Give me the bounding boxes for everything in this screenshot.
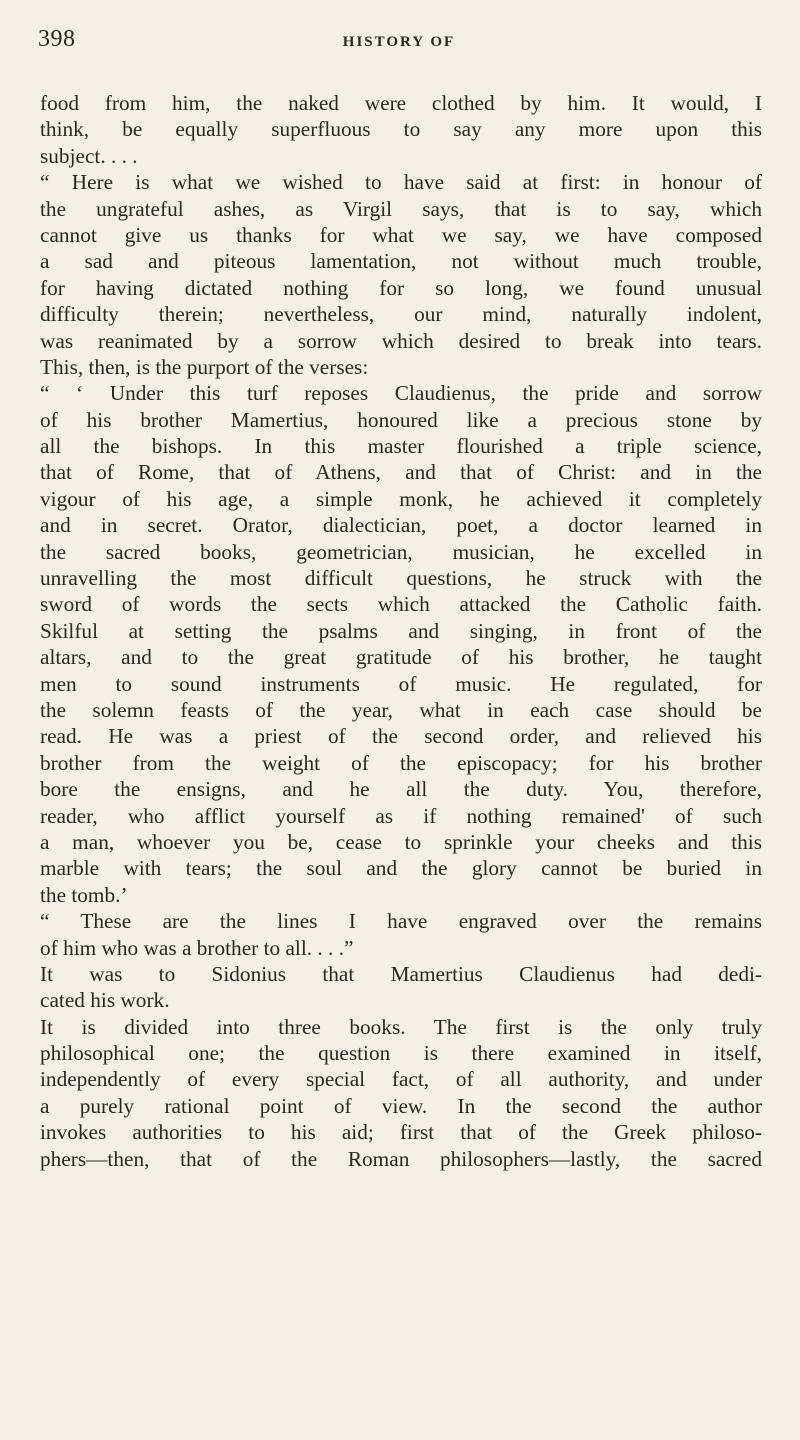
text-line: cannot give us thanks for what we say, we have composed — [40, 222, 762, 247]
text-line: a sad and piteous lamentation, not without much trouble, — [40, 249, 762, 274]
text-line: This, then, is the purport of the verses: — [40, 354, 369, 379]
text-line: that of Rome, that of Athens, and that of Christ: and in the — [40, 460, 762, 485]
text-line: read. He was a priest of the second order, and relieved his — [40, 724, 762, 749]
text-line: “ ‘ Under this turf reposes Claudienus, the pride and sorrow — [40, 381, 762, 406]
text-line: It is divided into three books. The first is the only truly — [40, 1014, 762, 1039]
page-number: 398 — [38, 26, 76, 52]
text-line: Skilful at setting the psalms and singing, in front of the — [40, 618, 762, 643]
text-line: cated his work. — [40, 988, 170, 1013]
text-line: invokes authorities to his aid; first that of the Greek philoso- — [40, 1120, 762, 1145]
text-line: subject. . . . — [40, 143, 138, 168]
text-line: “ Here is what we wished to have said at first: in honour of — [40, 170, 762, 195]
text-line: brother from the weight of the episcopacy; for his brother — [40, 750, 762, 775]
text-line: all the bishops. In this master flourished a triple science, — [40, 434, 762, 459]
text-line: the sacred books, geometrician, musician, he excelled in — [40, 539, 762, 564]
text-line: difficulty therein; nevertheless, our mind, naturally indolent, — [40, 302, 762, 327]
text-line: bore the ensigns, and he all the duty. You, therefore, — [40, 777, 762, 802]
page-header — [38, 26, 760, 66]
text-line: altars, and to the great gratitude of his brother, he taught — [40, 645, 762, 670]
text-line: a purely rational point of view. In the second the author — [40, 1093, 762, 1118]
text-line: It was to Sidonius that Mamertius Claudienus had dedi- — [40, 961, 762, 986]
text-line: independently of every special fact, of all authority, and under — [40, 1067, 762, 1092]
text-line: marble with tears; the soul and the glory cannot be buried in — [40, 856, 762, 881]
text-line: sword of words the sects which attacked the Catholic faith. — [40, 592, 762, 617]
body-text — [40, 90, 762, 1172]
text-line: men to sound instruments of music. He regulated, for — [40, 671, 762, 696]
text-line: and in secret. Orator, dialectician, poet, a doctor learned in — [40, 513, 762, 538]
text-line: “ These are the lines I have engraved over the remains — [40, 909, 762, 934]
text-line: the tomb.’ — [40, 882, 128, 907]
text-line: food from him, the naked were clothed by him. It would, I — [40, 91, 762, 115]
text-line: vigour of his age, a simple monk, he achieved it completely — [40, 486, 762, 511]
text-line: for having dictated nothing for so long, we found unusual — [40, 275, 762, 300]
text-line: philosophical one; the question is there examined in itself, — [40, 1041, 762, 1066]
text-line: of him who was a brother to all. . . .” — [40, 935, 354, 960]
text-line: was reanimated by a sorrow which desired to break into tears. — [40, 328, 762, 353]
text-line: the solemn feasts of the year, what in each case should be — [40, 697, 762, 722]
running-head: HISTORY OF — [342, 34, 456, 50]
text-line: phers—then, that of the Roman philosophers—lastly, the sacred — [40, 1146, 762, 1171]
text-line: think, be equally superfluous to say any more upon this — [40, 117, 762, 142]
text-line: reader, who afflict yourself as if nothing remained' of such — [40, 803, 762, 828]
text-line: a man, whoever you be, cease to sprinkle your cheeks and this — [40, 829, 762, 854]
text-line: of his brother Mamertius, honoured like a precious stone by — [40, 407, 762, 432]
text-line: the ungrateful ashes, as Virgil says, that is to say, which — [40, 196, 762, 221]
text-line: unravelling the most difficult questions, he struck with the — [40, 566, 762, 591]
